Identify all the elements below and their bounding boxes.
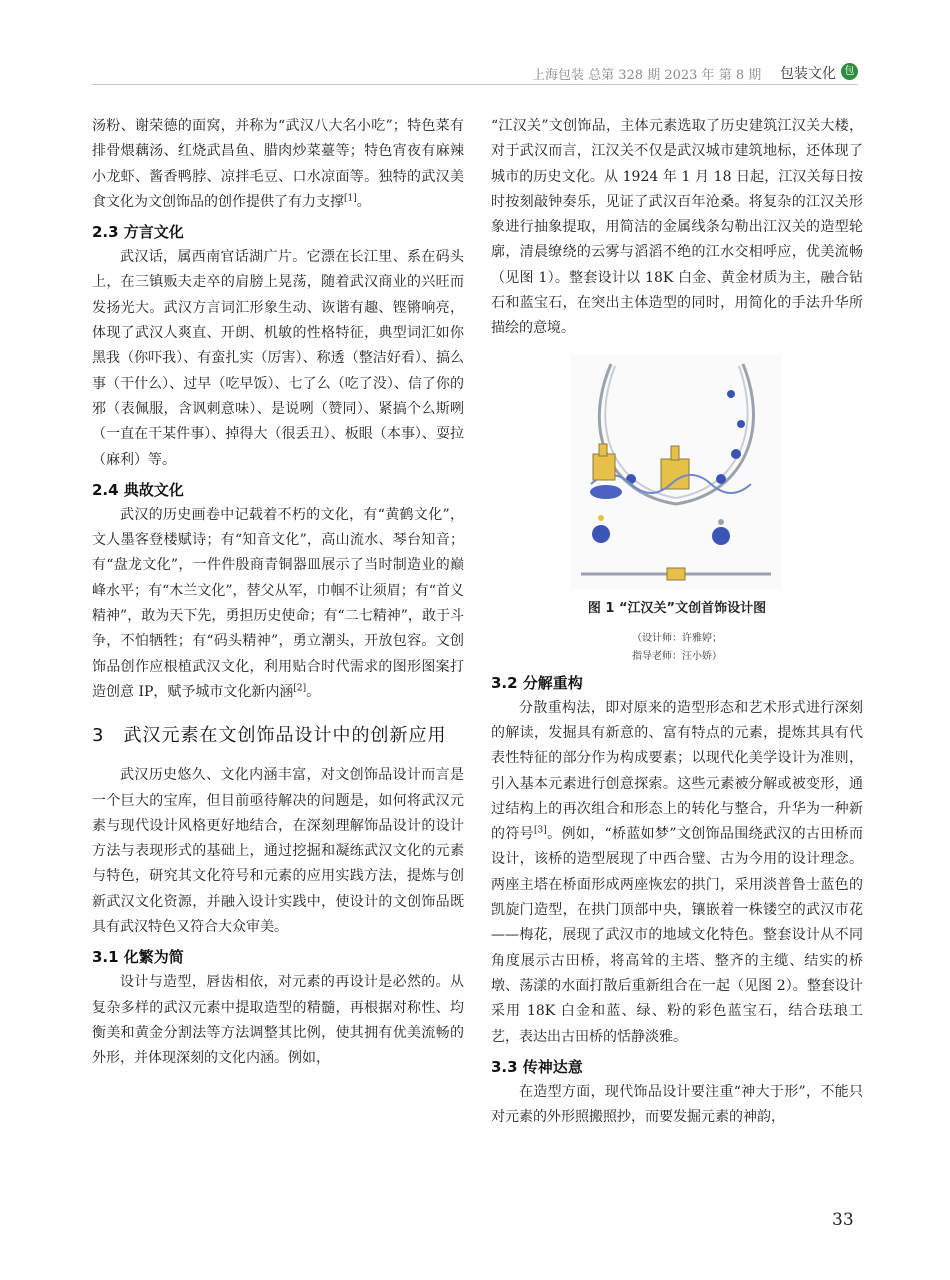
figure-1 — [491, 354, 863, 590]
heading-2-4: 2.4 典故文化 — [92, 480, 184, 499]
section-logo: 包 — [841, 63, 858, 80]
heading-3-3: 3.3 传神达意 — [491, 1057, 583, 1076]
paragraph-decompose: 分散重构法，即对原来的造型形态和艺术形式进行深刻的解读，发掘具有新意的、富有特点的元素，提炼其具有代表性特征的部分作为构成要素；以现代化美学设计为准则，引入基本元素进行创意探索。这些元素被分解或被变形，通过结构上的再次组合和形态上的转化与整合，升华为一种新的符号[3]。例如，“桥蓝如梦”文创饰品围绕武汉的古田桥而设计，该桥的造型展现了中西合璧、古为今用的设计理念。两座主塔在桥面形成两座恢宏的拱门，采用淡普鲁士蓝色的凯旋门造型，在拱门顶部中央，镶嵌着一株镂空的武汉市花——梅花，展现了武汉市的地域文化特色。整套设计从不同角度展示古田桥，将高耸的主塔、整齐的主缆、结实的桥墩、荡漾的水面打散后重新组合在一起（见图 2）。整套设计采用 18K 白金和蓝、绿、粉的彩色蓝宝石，结合珐琅工艺，表达出古田桥的恬静淡雅。 — [491, 699, 863, 1045]
heading-3-2: 3.2 分解重构 — [491, 673, 583, 692]
citation-3[interactable]: [3] — [534, 825, 547, 836]
heading-section-3: 3 武汉元素在文创饰品设计中的创新应用 — [92, 725, 447, 747]
journal-issue: 上海包装 总第 328 期 2023 年 第 8 期 — [532, 68, 762, 83]
right-column — [491, 114, 863, 1130]
section-title: 包装文化 — [780, 66, 836, 82]
citation-1[interactable]: [1] — [344, 193, 357, 204]
paragraph-dialect: 武汉话，属西南官话湖广片。它漂在长江里、系在码头上，在三镇贩夫走卒的肩膀上晃荡，随着武汉商业的兴旺而发扬光大。武汉方言词汇形象生动、诙谐有趣、铿锵响亮，体现了武汉人爽直、开朗、机敏的性格特征，典型词汇如你黑我（你吓我）、有蛮扎实（厉害）、称透（整洁好看）、搞么事（干什么）、过早（吃早饭）、七了么（吃了没）、信了你的邪（表佩服，含讽刺意味）、是说咧（赞同）、紧搞个么斯咧（一直在干某件事）、掉得大（很丢丑）、板眼（本事）、耍拉（麻利）等。 — [92, 249, 464, 468]
heading-2-3: 2.3 方言文化 — [92, 223, 184, 242]
left-column — [92, 114, 464, 1072]
running-header — [532, 62, 858, 82]
paragraph-section-3: 武汉历史悠久、文化内涵丰富，对文创饰品设计而言是一个巨大的宝库，但目前亟待解决的问题是，如何将武汉元素与现代设计风格更好地结合，在深刻理解饰品设计的设计方法与表现形式的基础上，通过挖掘和凝练武汉文化的元素与特色，研究其文化符号和元素的应用实践方法，提炼与创新武汉文化资源，并融入设计实践中，使设计的文创饰品既具有武汉特色又符合大众审美。 — [92, 767, 464, 936]
paragraph-jianghan: “江汉关”文创饰品，主体元素选取了历史建筑江汉关大楼，对于武汉而言，江汉关不仅是武汉城市建筑地标，还体现了城市的历史文化。从 1924 年 1 月 18 日起，江汉关每日按时按刻敲钟奏乐，见证了武汉百年沧桑。将复杂的江汉关形象进行抽象提取，用简洁的金属线条勾勒出江汉关的造型轮廓，清晨缭绕的云雾与滔滔不绝的江水交相呼应，优美流畅（见图 1）。整套设计以 18K 白金、黄金材质为主，融合钻石和蓝宝石，在突出主体造型的同时，用简化的手法升华所描绘的意境。 — [491, 118, 863, 337]
header-rule — [92, 84, 858, 85]
page-number: 33 — [832, 1210, 854, 1230]
paragraph-simplify: 设计与造型，唇齿相依，对元素的再设计是必然的。从复杂多样的武汉元素中提取造型的精髓，再根据对称性、均衡美和黄金分割法等方法调整其比例，使其拥有优美流畅的外形，并体现深刻的文化内涵。例如， — [92, 974, 464, 1067]
figure-1-caption: 图 1 “江汉关”文创首饰设计图 — [587, 600, 767, 616]
jewelry-sketch-image — [571, 354, 781, 590]
citation-2[interactable]: [2] — [293, 683, 307, 694]
heading-3-1: 3.1 化繁为简 — [92, 948, 184, 967]
paragraph-allusion: 武汉的历史画卷中记载着不朽的文化，有“黄鹤文化”，文人墨客登楼赋诗；有“知音文化”，高山流水、琴台知音；有“盘龙文化”，一件件殷商青铜器皿展示了当时制造业的巅峰水平；有“木兰文化”，替父从军，巾帼不让须眉；有“首义精神”，敢为天下先，勇担历史使命；有“二七精神”，敢于斗争，不怕牺牲；有“码头精神”，勇立潮头，开放包容。文创饰品创作应根植武汉文化，利用贴合时代需求的图形图案打造创意 IP，赋予城市文化新内涵[2]。 — [92, 506, 464, 700]
paragraph-spirit: 在造型方面，现代饰品设计要注重“神大于形”，不能只对元素的外形照搬照抄，而要发掘元素的神韵， — [491, 1083, 863, 1126]
figure-1-credits: （设计师：许雅婷； 指导老师：汪小娇） — [632, 632, 722, 662]
paragraph-food: 汤粉、谢荣德的面窝，并称为“武汉八大名小吃”；特色菜有排骨煨藕汤、红烧武昌鱼、腊肉炒菜薹等；特色宵夜有麻辣小龙虾、酱香鸭脖、凉拌毛豆、口水凉面等。独特的武汉美食文化为文创饰品的创作提供了有力支撑[1]。 — [92, 118, 464, 210]
